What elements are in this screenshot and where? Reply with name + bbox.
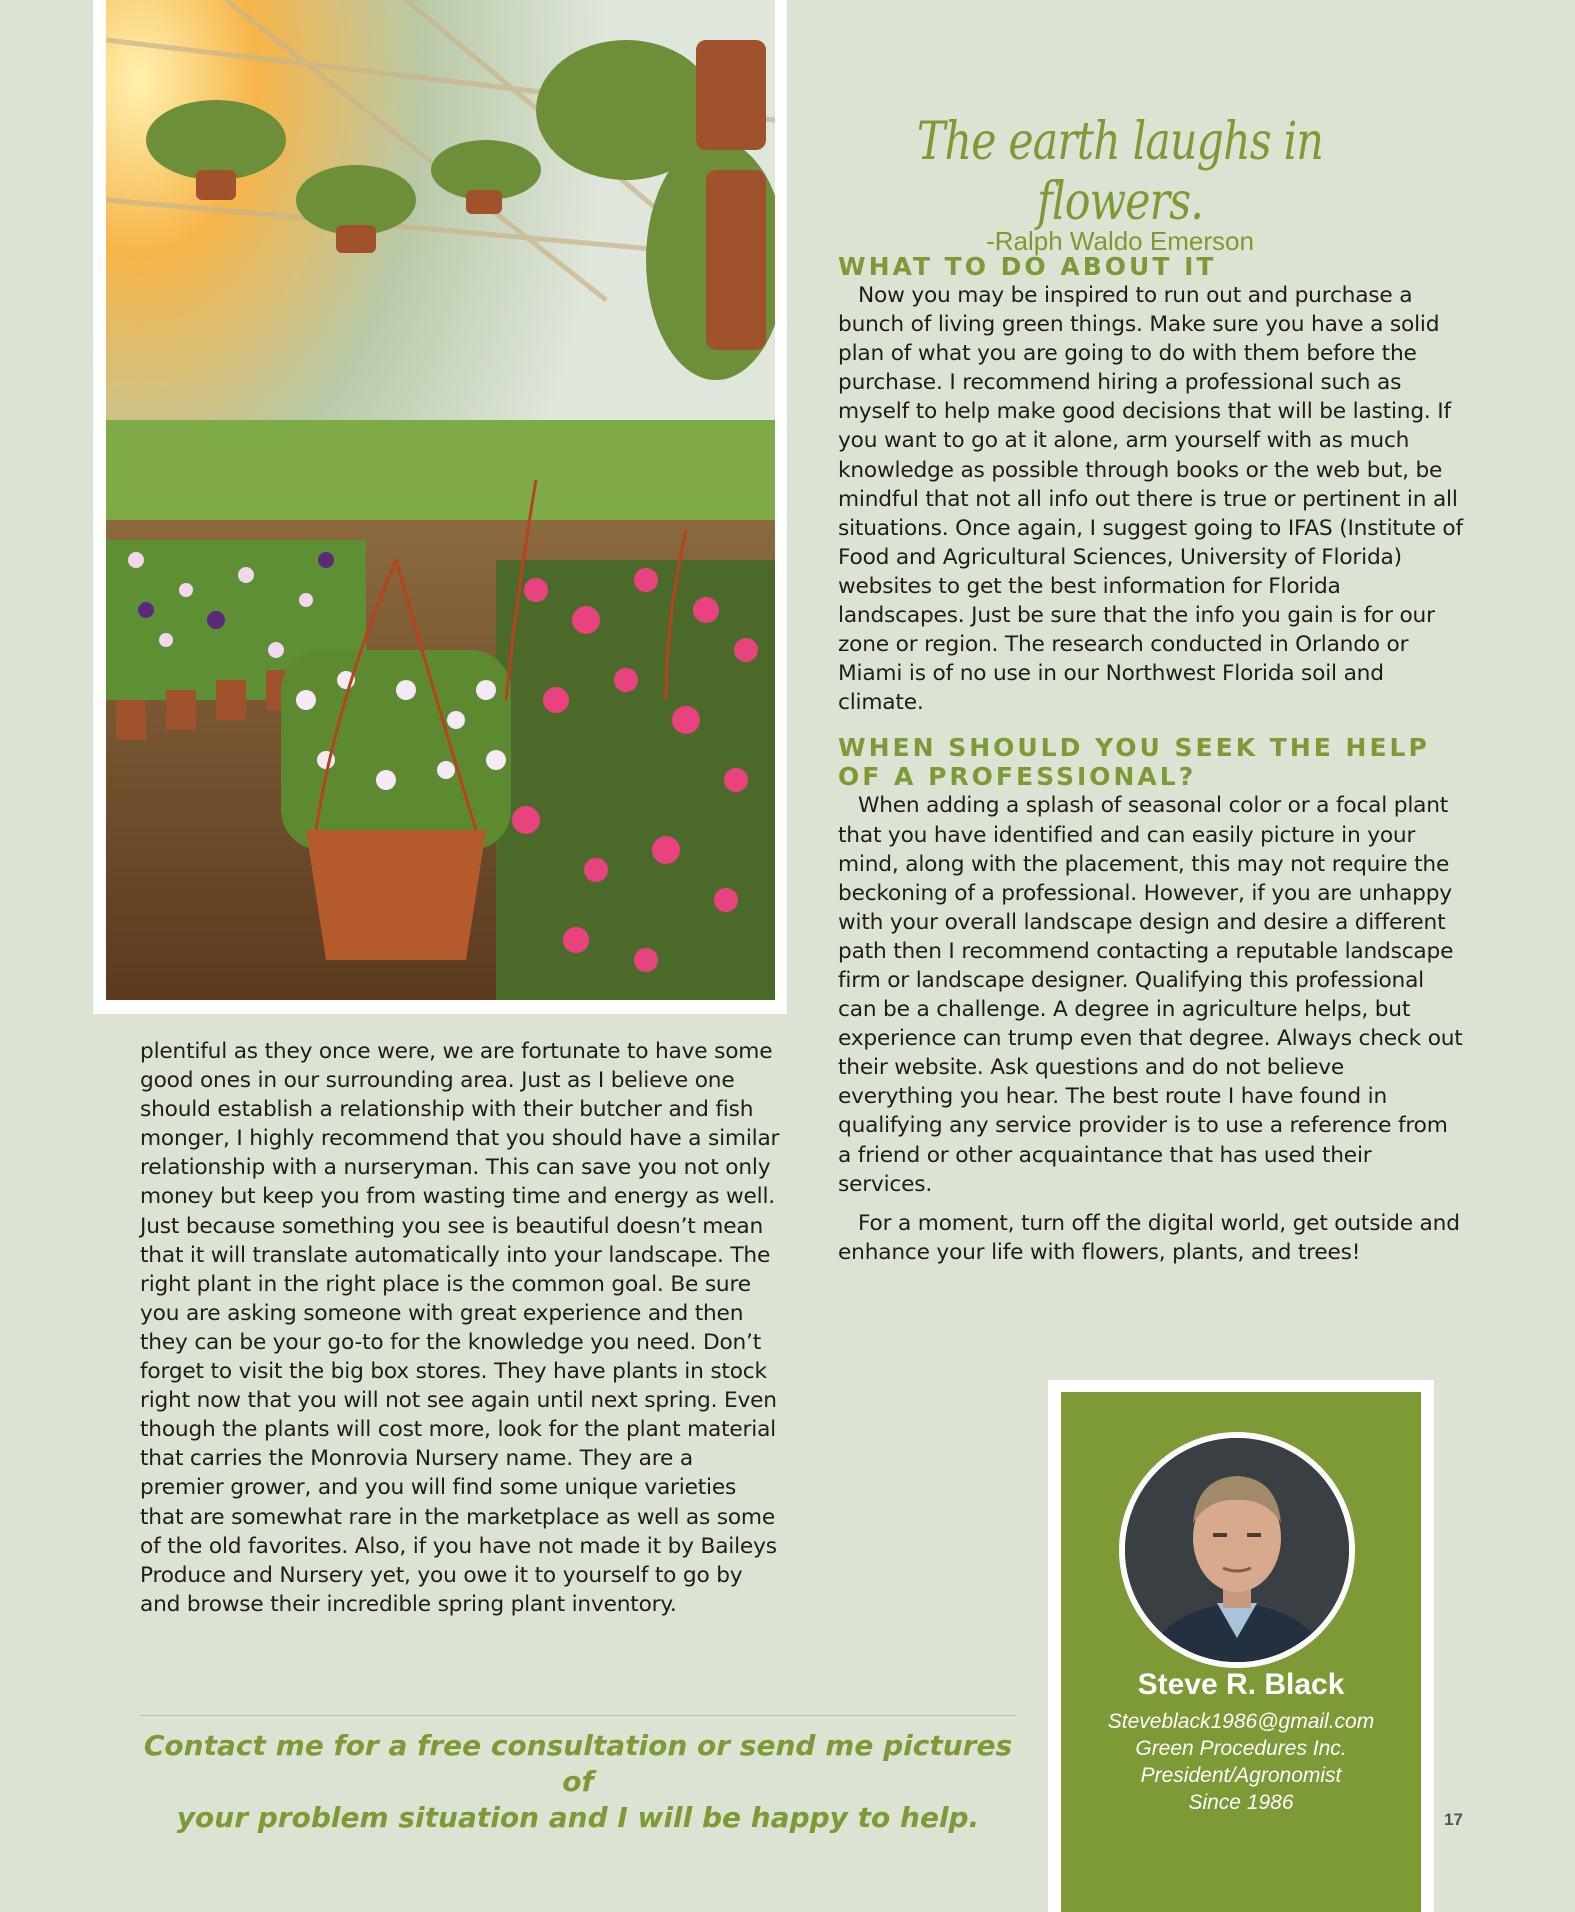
- closing-paragraph: For a moment, turn off the digital world, get outside and enhance your life with flowers, plants, and trees!: [838, 1210, 1460, 1265]
- pull-quote: [840, 112, 1400, 257]
- divider-rule: [140, 1715, 1016, 1716]
- right-column: [838, 252, 1463, 1267]
- call-to-action: [140, 1728, 1016, 1836]
- cta-line-2: your problem situation and I will be happy to help.: [176, 1801, 980, 1834]
- quote-text: The earth laughs in flowers.: [916, 112, 1324, 232]
- greenhouse-photo: [106, 0, 775, 1000]
- section-body-what-to-do: Now you may be inspired to run out and purchase a bunch of living green things. Make sure you have a solid plan of what you are going to do with them before the purchase. I recommend hiring a professional such as myself to help make good decisions that will be lasting. If you want to go at it alone, arm yourself with as much knowledge as possible through books or the web but, be mindful that not all info out there is true or pertinent in all situations. Once again, I suggest going to IFAS (Institute of Food and Agricultural Sciences, University of Florida) websites to get the best information for Florida landscapes. Just be sure that the info you gain is for our zone or region. The research conducted in Orlando or Miami is of no use in our Northwest Florida soil and climate.: [838, 283, 1463, 716]
- author-company: Green Procedures Inc.: [1135, 1737, 1347, 1760]
- quote-author: -Ralph Waldo Emerson: [986, 226, 1254, 256]
- author-name: Steve R. Black: [1137, 1668, 1345, 1701]
- author-bio-card: [1061, 1392, 1421, 1912]
- section-heading-when-seek-help: WHEN SHOULD YOU SEEK THE HELP OF A PROFESSIONAL?: [838, 733, 1430, 792]
- author-email[interactable]: Steveblack1986@gmail.com: [1107, 1710, 1375, 1733]
- author-since: Since 1986: [1188, 1791, 1294, 1814]
- avatar: [1119, 1432, 1355, 1668]
- section-heading-what-to-do: WHAT TO DO ABOUT IT: [838, 252, 1217, 281]
- author-portrait: [1125, 1438, 1349, 1662]
- left-column-body: plentiful as they once were, we are fortunate to have some good ones in our surrounding area. Just as I believe one should establish a relationship with their butcher and fish monger, I highly recommend that you should have a similar relationship with a nurseryman. This can save you not only money but keep you from wasting time and energy as well. Just because something you see is beautiful doesn’t mean that it will translate automatically into your landscape. The right plant in the right place is the common goal. Be sure you are asking someone with great experience and then they can be your go-to for the knowledge you need. Don’t forget to visit the big box stores. They have plants in stock right now that you will not see again until next spring. Even though the plants will cost more, look for the plant material that carries the Monrovia Nursery name. They are a premier grower, and you will find some unique varieties that are somewhat rare in the marketplace as well as some of the old favorites. Also, if you have not made it by Baileys Produce and Nursery yet, you owe it to yourself to go by and browse their incredible spring plant inventory.: [140, 1039, 780, 1617]
- left-column: [140, 1037, 780, 1619]
- page-number: 17: [1444, 1810, 1463, 1829]
- author-title: President/Agronomist: [1140, 1764, 1342, 1787]
- section-body-when-seek-help: When adding a splash of seasonal color or a focal plant that you have identified and can easily picture in your mind, along with the placement, this may not require the beckoning of a professional. However, if you are unhappy with your overall landscape design and desire a different path then I recommend contacting a reputable landscape firm or landscape designer. Qualifying this professional can be a challenge. A degree in agriculture helps, but experience can trump even that degree. Always check out their website. Ask questions and do not believe everything you hear. The best route I have found in qualifying any service provider is to use a reference from a friend or other acquaintance that has used their services.: [838, 793, 1463, 1197]
- cta-line-1: Contact me for a free consultation or send me pictures of: [143, 1729, 1013, 1798]
